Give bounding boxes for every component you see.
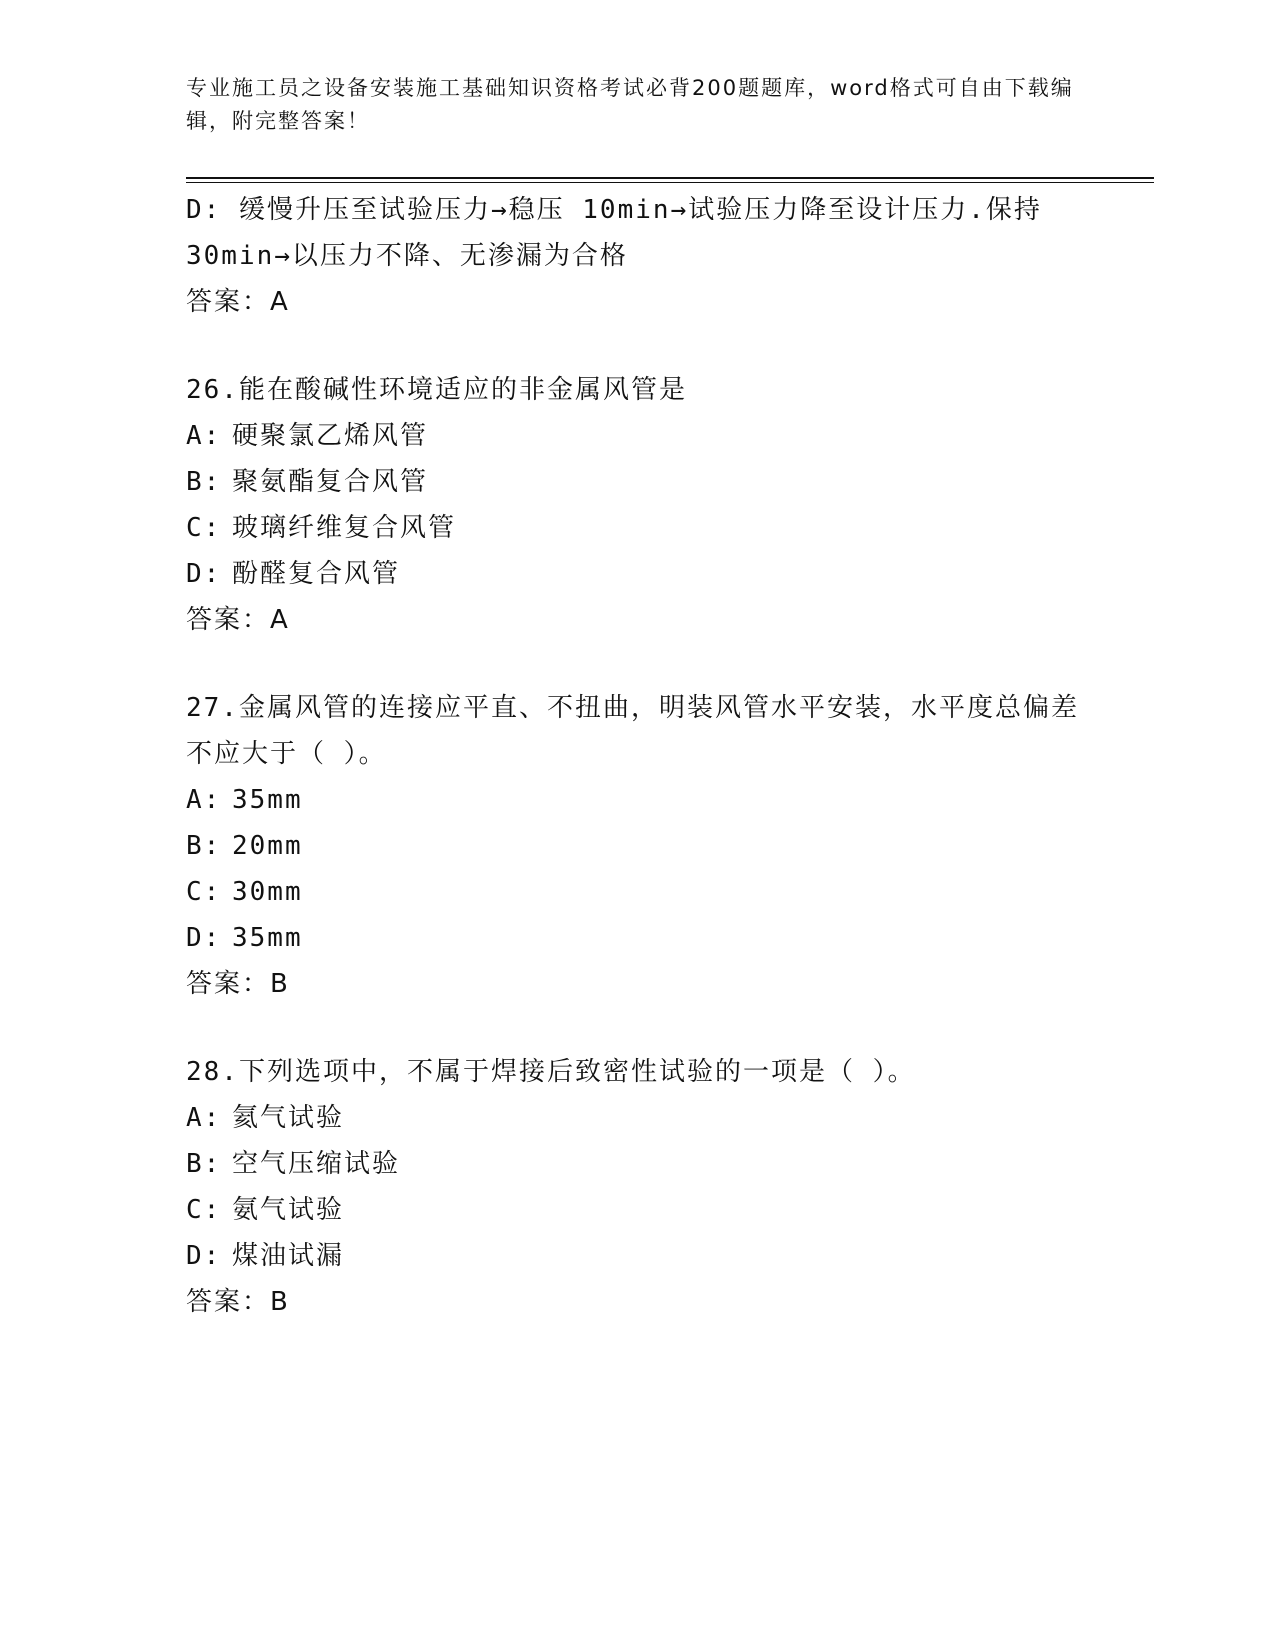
answer: 答案：B	[186, 1287, 290, 1317]
option-c	[186, 505, 1086, 551]
option-c	[186, 1187, 1086, 1233]
option-label: A:	[186, 1103, 222, 1133]
question-28	[186, 1049, 1086, 1325]
option-text: 20mm	[232, 831, 303, 861]
option-label: A:	[186, 421, 222, 451]
option-label: C:	[186, 513, 222, 543]
option-label: D:	[186, 1241, 222, 1271]
option-text: 35mm	[232, 785, 303, 815]
carryover-question	[186, 187, 1086, 325]
option-label: D:	[186, 559, 222, 589]
answer: 答案：A	[186, 287, 290, 317]
option-b	[186, 459, 1086, 505]
option-text: 硬聚氯乙烯风管	[232, 421, 429, 451]
option-d	[186, 915, 1086, 961]
option-label: C:	[186, 877, 222, 907]
option-d	[186, 187, 1086, 279]
question-stem: 28.下列选项中，不属于焊接后致密性试验的一项是（ ）。	[186, 1057, 916, 1087]
option-label: B:	[186, 831, 222, 861]
option-text: 30mm	[232, 877, 303, 907]
option-label: D:	[186, 923, 222, 953]
option-d	[186, 1233, 1086, 1279]
option-label: B:	[186, 467, 222, 497]
option-b	[186, 1141, 1086, 1187]
option-a	[186, 1095, 1086, 1141]
option-text: 煤油试漏	[232, 1241, 345, 1271]
option-label: B:	[186, 1149, 222, 1179]
answer: 答案：A	[186, 605, 290, 635]
question-26	[186, 367, 1086, 643]
question-stem: 26.能在酸碱性环境适应的非金属风管是	[186, 375, 687, 405]
option-text: 氨气试验	[232, 1195, 345, 1225]
option-b	[186, 823, 1086, 869]
option-a	[186, 777, 1086, 823]
option-a	[186, 413, 1086, 459]
header-divider-thin	[186, 182, 1154, 183]
question-27	[186, 685, 1086, 1007]
option-text: 空气压缩试验	[232, 1149, 401, 1179]
option-text: 聚氨酯复合风管	[232, 467, 429, 497]
header-title: 专业施工员之设备安装施工基础知识资格考试必背200题题库，word格式可自由下载编辑，附完整答案！	[186, 76, 1074, 133]
answer: 答案：B	[186, 969, 290, 999]
option-d	[186, 551, 1086, 597]
option-label: A:	[186, 785, 222, 815]
option-label: C:	[186, 1195, 222, 1225]
option-text: 玻璃纤维复合风管	[232, 513, 457, 543]
option-text: 35mm	[232, 923, 303, 953]
option-c	[186, 869, 1086, 915]
option-text: 氦气试验	[232, 1103, 345, 1133]
option-label: D:	[186, 195, 222, 225]
document-header	[186, 72, 1086, 138]
question-content	[186, 187, 1086, 1325]
question-stem: 27.金属风管的连接应平直、不扭曲，明装风管水平安装，水平度总偏差不应大于（ ）。	[186, 693, 1079, 769]
option-text: 酚醛复合风管	[232, 559, 401, 589]
option-text: 缓慢升压至试验压力→稳压 10min→试验压力降至设计压力.保持30min→以压力不降、无渗漏为合格	[186, 195, 1042, 271]
header-divider-thick	[186, 177, 1154, 179]
